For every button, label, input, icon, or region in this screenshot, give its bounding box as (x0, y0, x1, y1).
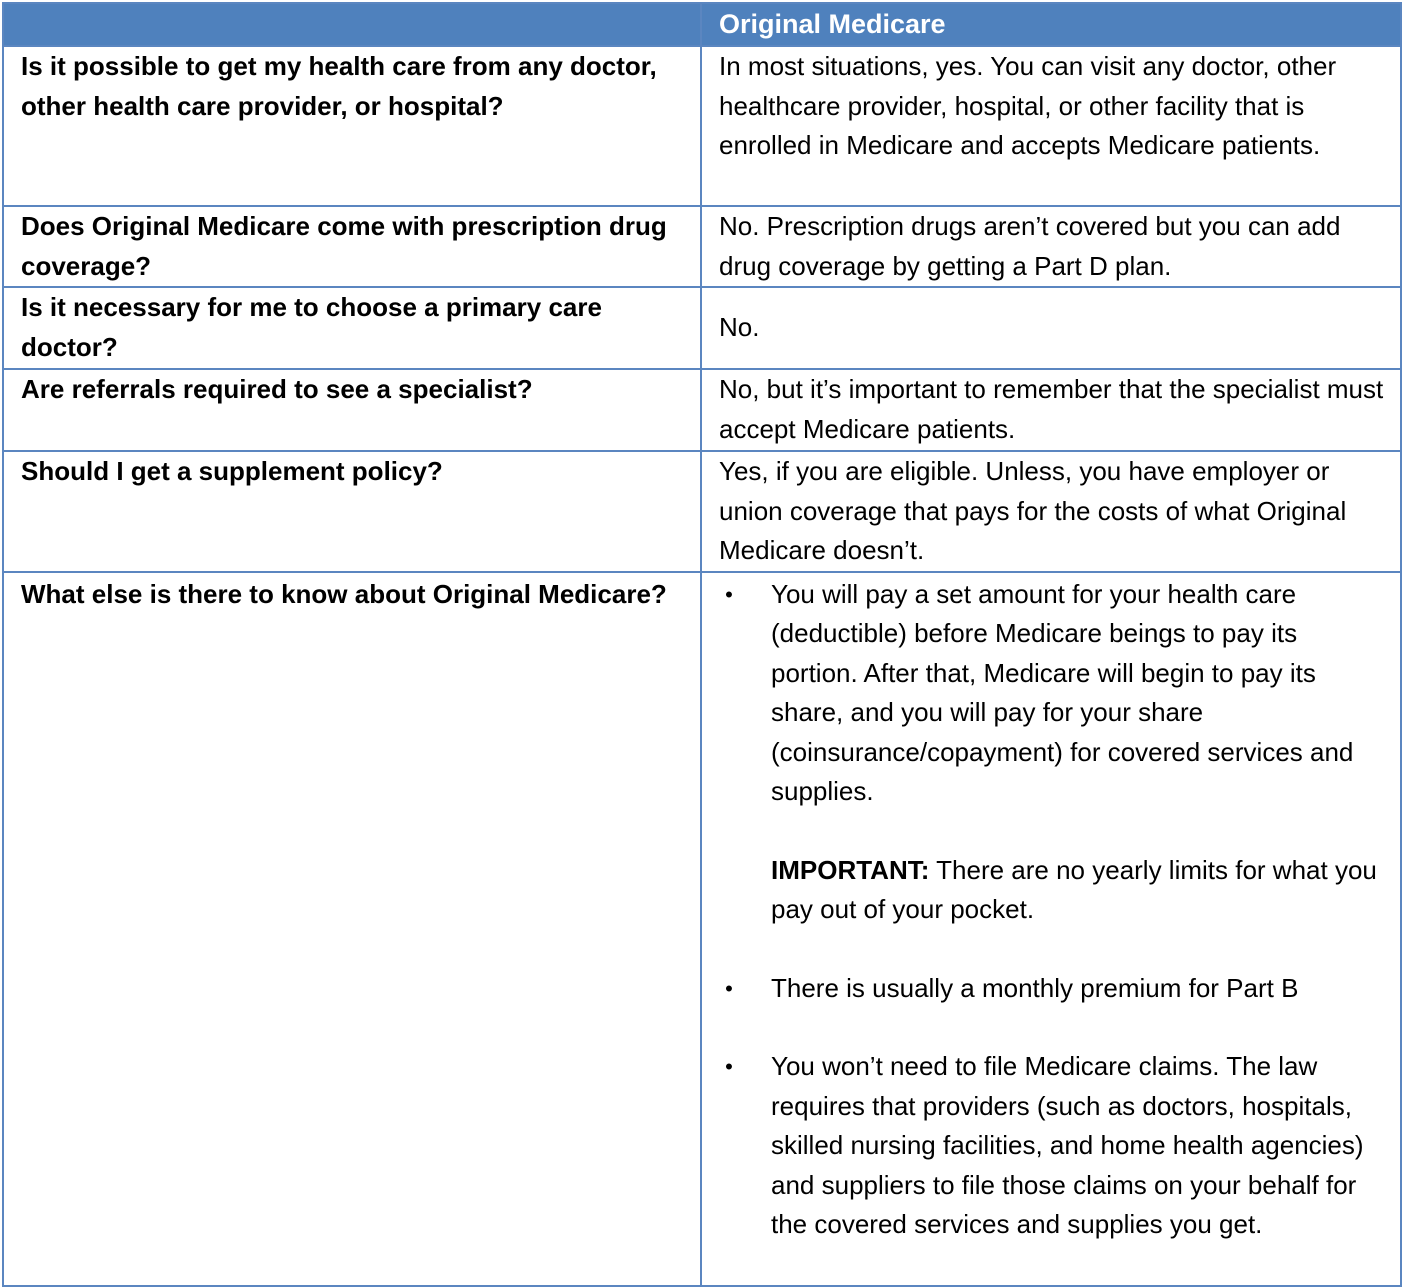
question-cell: Should I get a supplement policy? (3, 451, 701, 572)
bullet-icon: • (725, 975, 733, 1001)
medicare-comparison-table (2, 2, 1402, 1287)
header-original-medicare: Original Medicare (701, 3, 1401, 46)
answer-cell: No. (701, 287, 1401, 369)
question-cell: Is it necessary for me to choose a primary care doctor? (3, 287, 701, 369)
important-text: There are no yearly limits for what you pay out of your pocket. (771, 854, 1377, 924)
table-row (3, 46, 1401, 206)
answer-cell: No, but it’s important to remember that the specialist must accept Medicare patients. (701, 369, 1401, 451)
important-note (771, 851, 1384, 930)
bullet-text: You won’t need to file Medicare claims. The law requires that providers (such as doctors, hospitals, skilled nursing facilities, and home health agencies) and suppliers to file those claims on your behalf for the covered services and supplies you get. (771, 1051, 1364, 1239)
answer-cell: No. Prescription drugs aren’t covered but you can add drug coverage by getting a Part D plan. (701, 206, 1401, 287)
table-row (3, 206, 1401, 287)
bullet-icon: • (725, 581, 733, 607)
question-cell: Does Original Medicare come with prescription drug coverage? (3, 206, 701, 287)
info-bullet-list (719, 575, 1384, 1245)
answer-cell (701, 572, 1401, 1286)
question-cell: What else is there to know about Original Medicare? (3, 572, 701, 1286)
table-row (3, 287, 1401, 369)
table-row (3, 451, 1401, 572)
table-header-row (3, 3, 1401, 46)
header-empty-cell (3, 3, 701, 46)
table-row (3, 369, 1401, 451)
bullet-text: There is usually a monthly premium for Part B (771, 972, 1299, 1003)
answer-cell: Yes, if you are eligible. Unless, you have employer or union coverage that pays for the costs of what Original Medicare doesn’t. (701, 451, 1401, 572)
bullet-text: You will pay a set amount for your health care (deductible) before Medicare beings to pay its portion. After that, Medicare will begin to pay its share, and you will pay for your share (coinsurance/copayment) for covered services and supplies. (771, 578, 1354, 806)
question-cell: Are referrals required to see a specialist? (3, 369, 701, 451)
list-item (719, 969, 1384, 1048)
list-item (719, 575, 1384, 969)
answer-cell: In most situations, yes. You can visit any doctor, other healthcare provider, hospital, or other facility that is enrolled in Medicare and accepts Medicare patients. (701, 46, 1401, 206)
important-label: IMPORTANT: (771, 854, 930, 885)
list-item (719, 1047, 1384, 1245)
bullet-icon: • (725, 1054, 733, 1079)
table-row (3, 572, 1401, 1286)
question-cell: Is it possible to get my health care from any doctor, other health care provider, or hospital? (3, 46, 701, 206)
